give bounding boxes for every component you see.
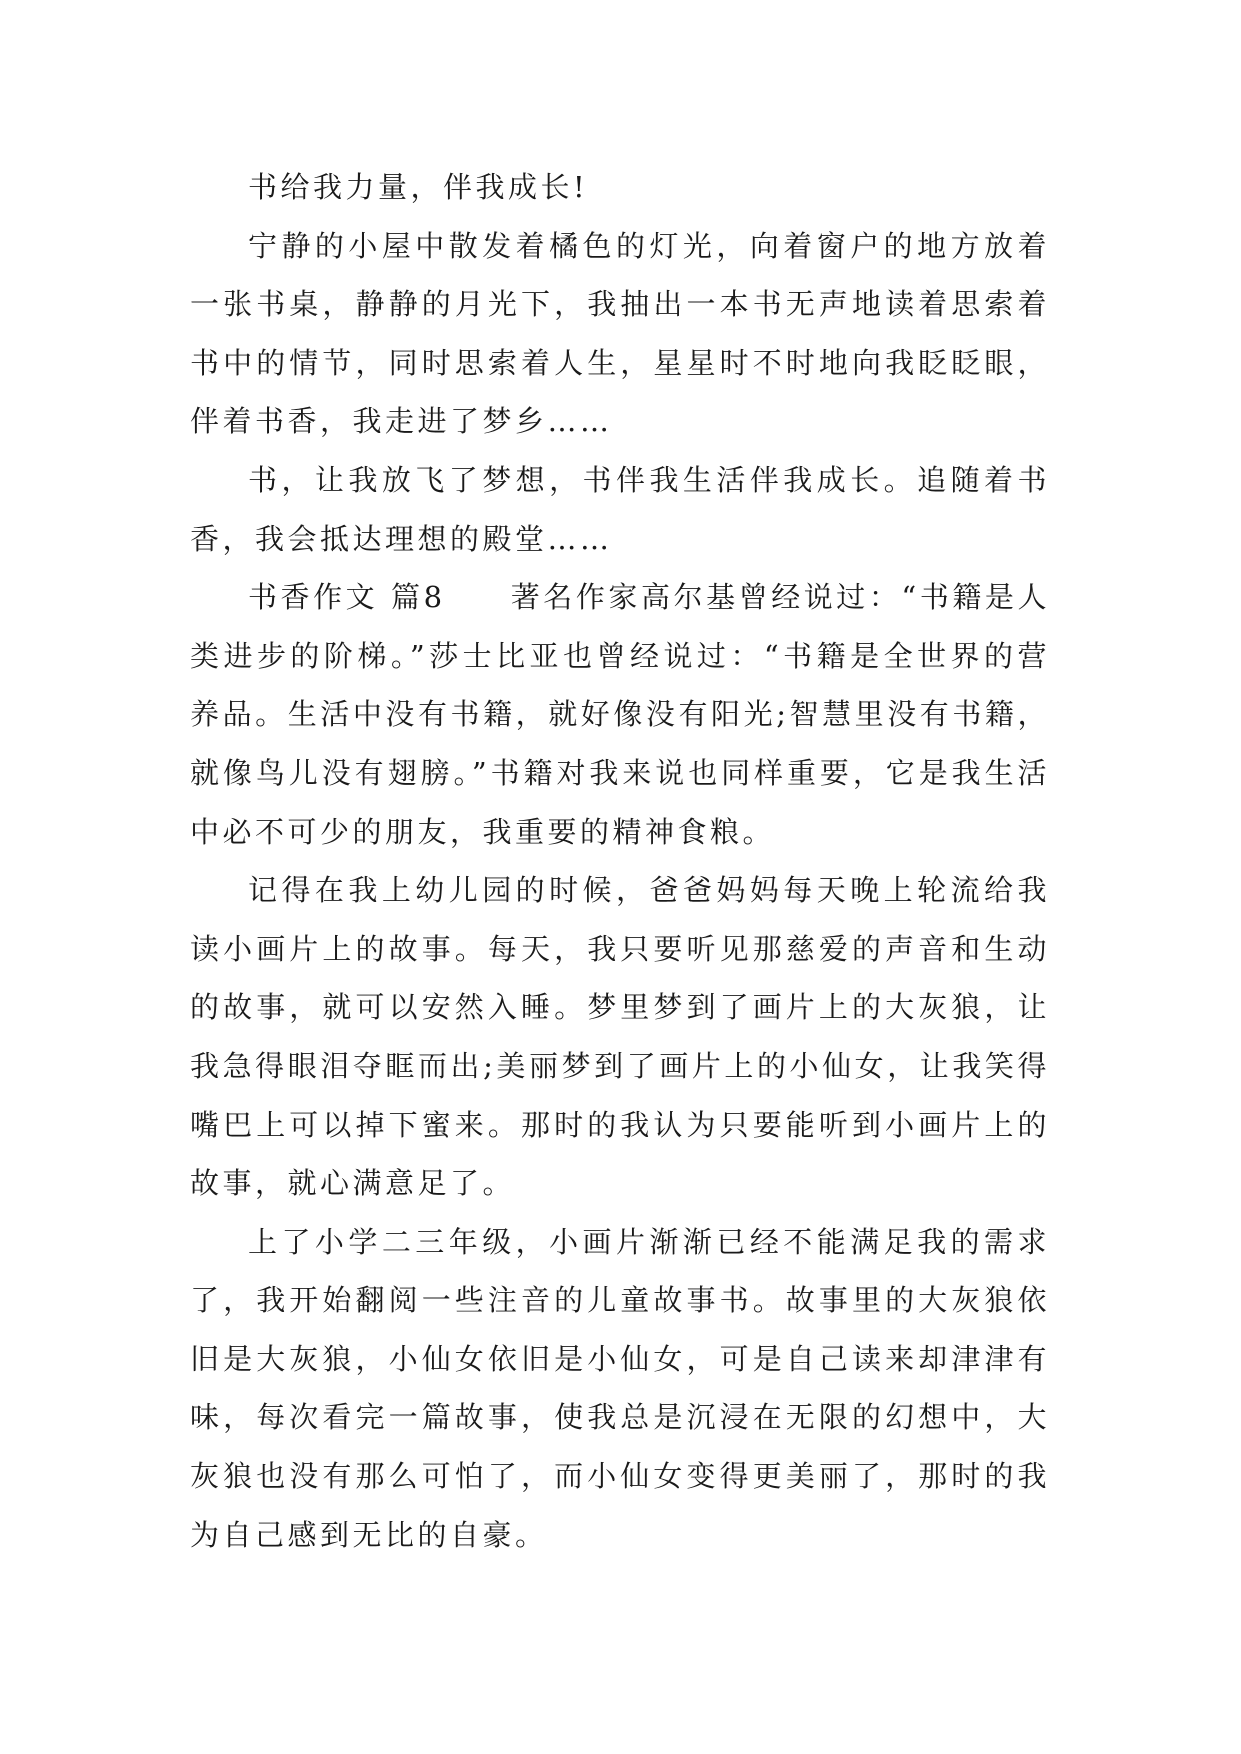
paragraph-6: 上了小学二三年级，小画片渐渐已经不能满足我的需求了，我开始翻阅一些注音的儿童故事书。故事里的大灰狼依旧是大灰狼，小仙女依旧是小仙女，可是自己读来却津津有味，每次看完一篇故事，使我总是沉浸在无限的幻想中，大灰狼也没有那么可怕了，而小仙女变得更美丽了，那时的我为自己感到无比的自豪。 (190, 1224, 1050, 1552)
paragraph-3: 书，让我放飞了梦想，书伴我生活伴我成长。追随着书香，我会抵达理想的殿堂…… (190, 462, 1050, 556)
paragraph-4: 书香作文 篇8 著名作家高尔基曾经说过：“书籍是人类进步的阶梯。”莎士比亚也曾经说过：“书籍是全世界的营养品。生活中没有书籍，就好像没有阳光;智慧里没有书籍，就像鸟儿没有翅膀。”书籍对我来说也同样重要，它是我生活中必不可少的朋友，我重要的精神食粮。 (190, 580, 1050, 849)
document-body (190, 158, 1050, 1564)
paragraph-5: 记得在我上幼儿园的时候，爸爸妈妈每天晚上轮流给我读小画片上的故事。每天，我只要听见那慈爱的声音和生动的故事，就可以安然入睡。梦里梦到了画片上的大灰狼，让我急得眼泪夺眶而出;美丽梦到了画片上的小仙女，让我笑得嘴巴上可以掉下蜜来。那时的我认为只要能听到小画片上的故事，就心满意足了。 (190, 873, 1050, 1201)
paragraph-2: 宁静的小屋中散发着橘色的灯光，向着窗户的地方放着一张书桌，静静的月光下，我抽出一本书无声地读着思索着书中的情节，同时思索着人生，星星时不时地向我眨眨眼，伴着书香，我走进了梦乡…… (190, 228, 1050, 439)
paragraph-1: 书给我力量，伴我成长! (248, 170, 589, 204)
